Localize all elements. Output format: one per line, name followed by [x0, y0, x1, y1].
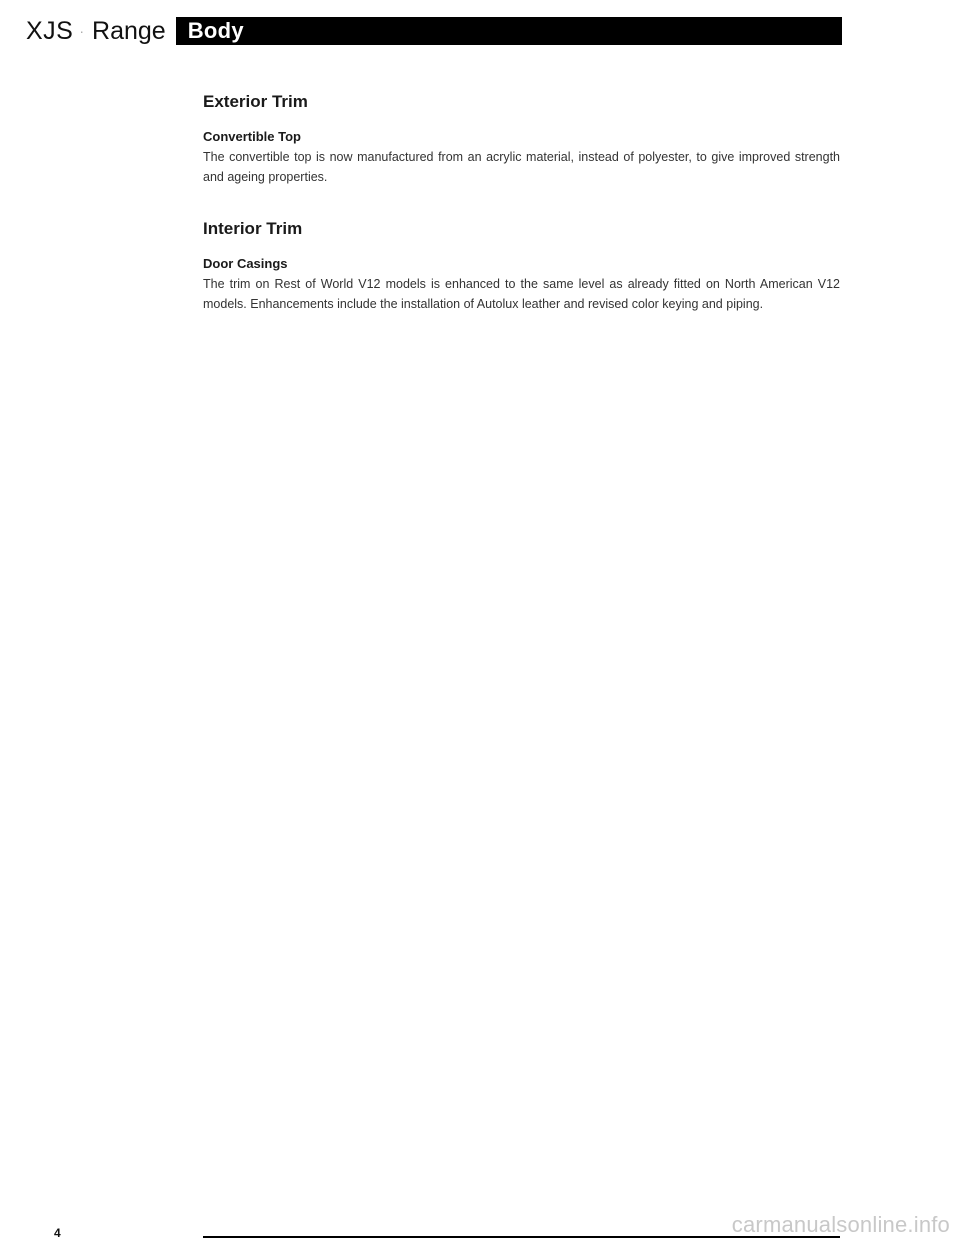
- page-content: [203, 92, 840, 314]
- header-model: XJS: [26, 16, 74, 45]
- subsection-title: Convertible Top: [203, 129, 301, 144]
- header-separator: ·: [79, 23, 85, 39]
- section-title: Exterior Trim: [203, 92, 308, 111]
- section-title: Interior Trim: [203, 219, 303, 238]
- section-interior-trim: [203, 219, 840, 314]
- subsection-title: Door Casings: [203, 256, 288, 271]
- section-banner: [176, 17, 842, 45]
- page-header: [26, 14, 842, 48]
- paragraph: The convertible top is now manufactured from an acrylic material, instead of polyester, to give improved strength and ageing properties.: [203, 150, 840, 184]
- section-exterior-trim: [203, 92, 840, 187]
- paragraph: The trim on Rest of World V12 models is enhanced to the same level as already fitted on North American V12 models. Enhancements include the installation of Autolux leather and revised color keying and piping.: [203, 277, 840, 311]
- section-banner-label: Body: [187, 18, 244, 43]
- watermark: carmanualsonline.info: [731, 1212, 950, 1237]
- page-number: 4: [54, 1226, 61, 1240]
- header-range: Range: [92, 16, 166, 45]
